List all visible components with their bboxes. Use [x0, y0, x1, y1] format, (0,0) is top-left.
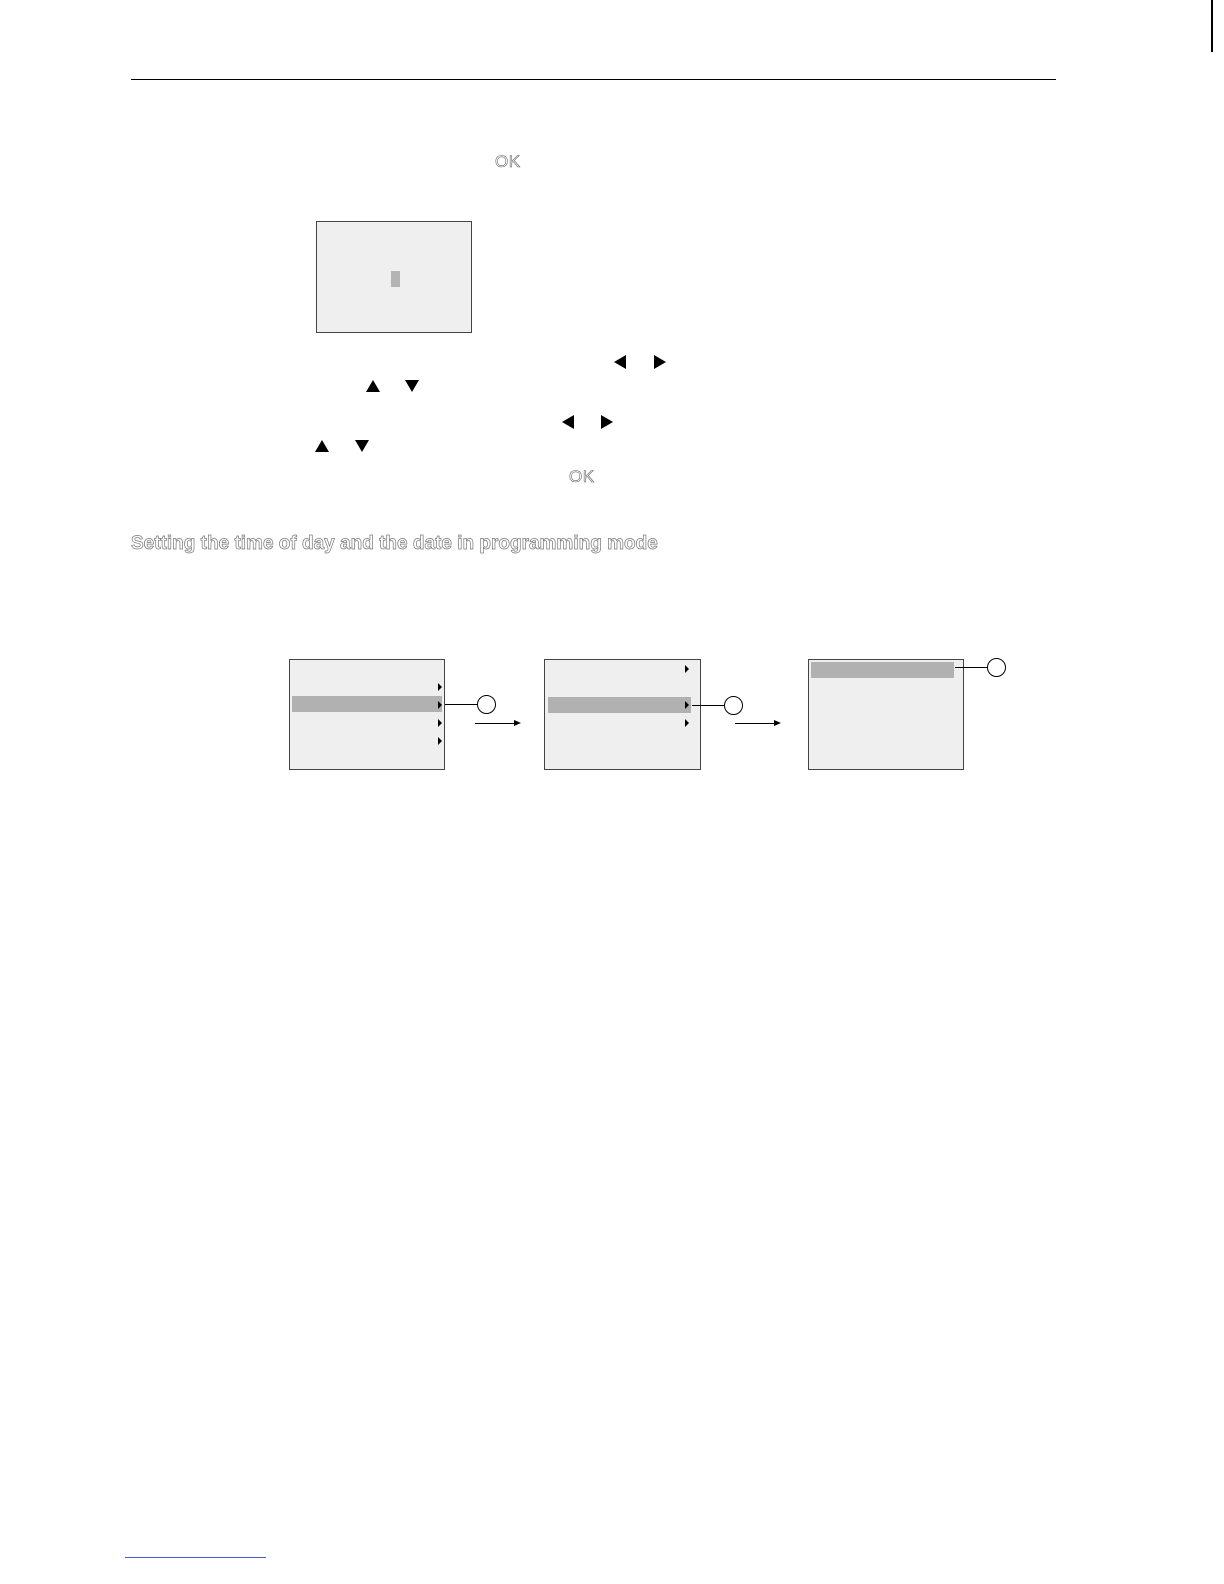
section-heading: Setting the time of day and the date in programming mode: [131, 533, 658, 554]
arrow-left-icon: [562, 415, 574, 429]
arrow-up-icon: [315, 440, 329, 452]
callout-circle: [724, 696, 743, 715]
submenu-arrow-icon: [685, 665, 689, 673]
footer-link-rule: [125, 1557, 266, 1558]
lcd-menu-3: [808, 659, 964, 770]
menu-highlight: [292, 696, 442, 712]
ok-key-label: OK: [495, 152, 521, 171]
submenu-arrow-icon: [685, 701, 689, 709]
callout-leader: [692, 705, 725, 706]
lcd-cursor: [391, 271, 400, 287]
submenu-arrow-icon: [438, 737, 442, 745]
flow-arrow-head: [514, 720, 521, 726]
callout-leader: [955, 667, 988, 668]
flow-arrow: [735, 723, 775, 724]
submenu-arrow-icon: [438, 683, 442, 691]
arrow-right-icon: [601, 415, 613, 429]
callout-circle: [477, 695, 496, 714]
page-edge-bar: [1211, 0, 1213, 52]
arrow-left-icon: [614, 355, 626, 369]
lcd-menu-2: [544, 659, 701, 770]
submenu-arrow-icon: [438, 701, 442, 709]
arrow-right-icon: [654, 355, 666, 369]
callout-leader: [445, 704, 478, 705]
menu-highlight: [811, 662, 954, 678]
lcd-display-set-clock: [316, 221, 472, 333]
callout-circle: [987, 658, 1006, 677]
submenu-arrow-icon: [438, 719, 442, 727]
flow-arrow: [475, 723, 515, 724]
arrow-up-icon: [366, 380, 380, 392]
lcd-menu-1: [289, 659, 445, 770]
arrow-down-icon: [405, 380, 419, 392]
flow-arrow-head: [774, 720, 781, 726]
ok-key-label: OK: [569, 467, 595, 486]
header-rule: [131, 79, 1056, 80]
menu-highlight: [548, 697, 691, 713]
submenu-arrow-icon: [685, 719, 689, 727]
arrow-down-icon: [355, 440, 369, 452]
